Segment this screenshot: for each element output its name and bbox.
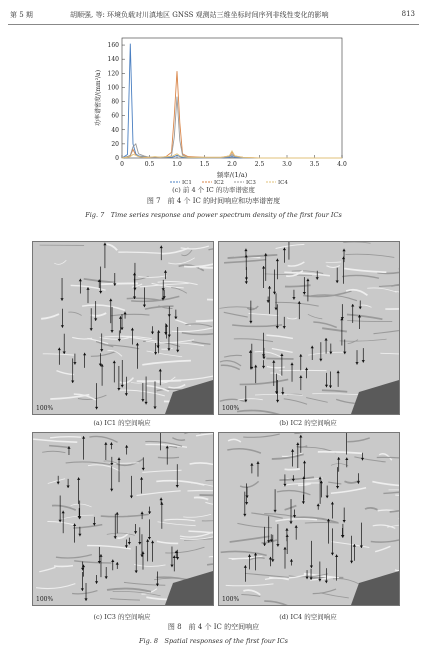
x-tick-label: 1.0 xyxy=(172,161,182,168)
map-ic3-caption: (c) IC3 的空间响应 xyxy=(93,613,151,621)
scale-label: 100% xyxy=(222,405,240,412)
legend-label: IC2 xyxy=(214,180,224,185)
map-ic2 xyxy=(218,241,400,415)
page-issue: 第 5 期 xyxy=(10,11,33,19)
x-axis-label: 频率/(1/a) xyxy=(216,171,248,179)
y-tick-label: 20 xyxy=(111,140,119,148)
map-ic1-caption: (a) IC1 的空间响应 xyxy=(93,419,151,427)
series-line-ic2 xyxy=(122,71,342,158)
y-tick-label: 160 xyxy=(107,42,119,50)
terrain-ridge xyxy=(100,283,138,284)
x-tick-label: 0.5 xyxy=(144,161,155,168)
running-title: 胡顺强, 等: 环境负载对川滇地区 GNSS 观测站三维坐标时间序列非线性变化的影响 xyxy=(70,11,329,19)
y-axis-label: 功率谱密度/(mm²/a) xyxy=(95,69,102,127)
x-tick-label: 0 xyxy=(120,161,124,168)
fig7-caption-cn: 图 7 前 4 个 IC 的时间响应和功率谱密度 xyxy=(146,197,281,205)
scale-label: 100% xyxy=(36,596,54,603)
map-ic2-caption: (b) IC2 的空间响应 xyxy=(279,419,337,427)
map-ic3 xyxy=(32,432,214,606)
legend-label: IC1 xyxy=(182,180,192,185)
page-number: 813 xyxy=(401,10,415,18)
x-tick-label: 1.5 xyxy=(199,161,210,168)
series-line-ic1 xyxy=(122,44,342,158)
legend-label: IC4 xyxy=(278,180,288,185)
terrain-ridge xyxy=(199,267,213,268)
map-ic4-caption: (d) IC4 的空间响应 xyxy=(279,613,337,621)
plot-frame xyxy=(122,38,342,158)
header-rule xyxy=(8,24,419,25)
map-ic1 xyxy=(32,241,214,415)
scale-label: 100% xyxy=(222,596,240,603)
fig8-caption-cn: 图 8 前 4 个 IC 的空间响应 xyxy=(167,623,260,631)
y-tick-label: 0 xyxy=(115,155,119,162)
terrain-ridge xyxy=(285,469,300,470)
y-tick-label: 120 xyxy=(107,70,119,78)
scale-label: 100% xyxy=(36,405,54,412)
fig7-subcaption: (c) 前 4 个 IC 的功率谱密度 xyxy=(172,186,255,194)
y-tick-label: 100 xyxy=(107,84,119,92)
x-tick-label: 2.5 xyxy=(254,161,265,168)
fig7-caption-en: Fig. 7 Time series response and power spectrum density of the first four ICs xyxy=(85,211,342,219)
fig8-caption-en: Fig. 8 Spatial responses of the first four ICs xyxy=(139,637,288,645)
x-tick-label: 3.5 xyxy=(309,161,320,168)
x-tick-label: 3.0 xyxy=(282,161,292,168)
y-tick-label: 60 xyxy=(111,112,119,120)
terrain-ridge xyxy=(54,566,73,567)
x-tick-label: 2.0 xyxy=(227,161,237,168)
legend-label: IC3 xyxy=(246,180,256,185)
terrain-ridge xyxy=(158,457,179,458)
y-tick-label: 140 xyxy=(107,56,119,64)
map-ic4 xyxy=(218,432,400,606)
y-tick-label: 40 xyxy=(111,126,119,134)
series-line-ic3 xyxy=(122,97,342,158)
y-tick-label: 80 xyxy=(111,98,119,106)
power-spectrum-chart xyxy=(80,30,350,185)
x-tick-label: 4.0 xyxy=(337,161,347,168)
